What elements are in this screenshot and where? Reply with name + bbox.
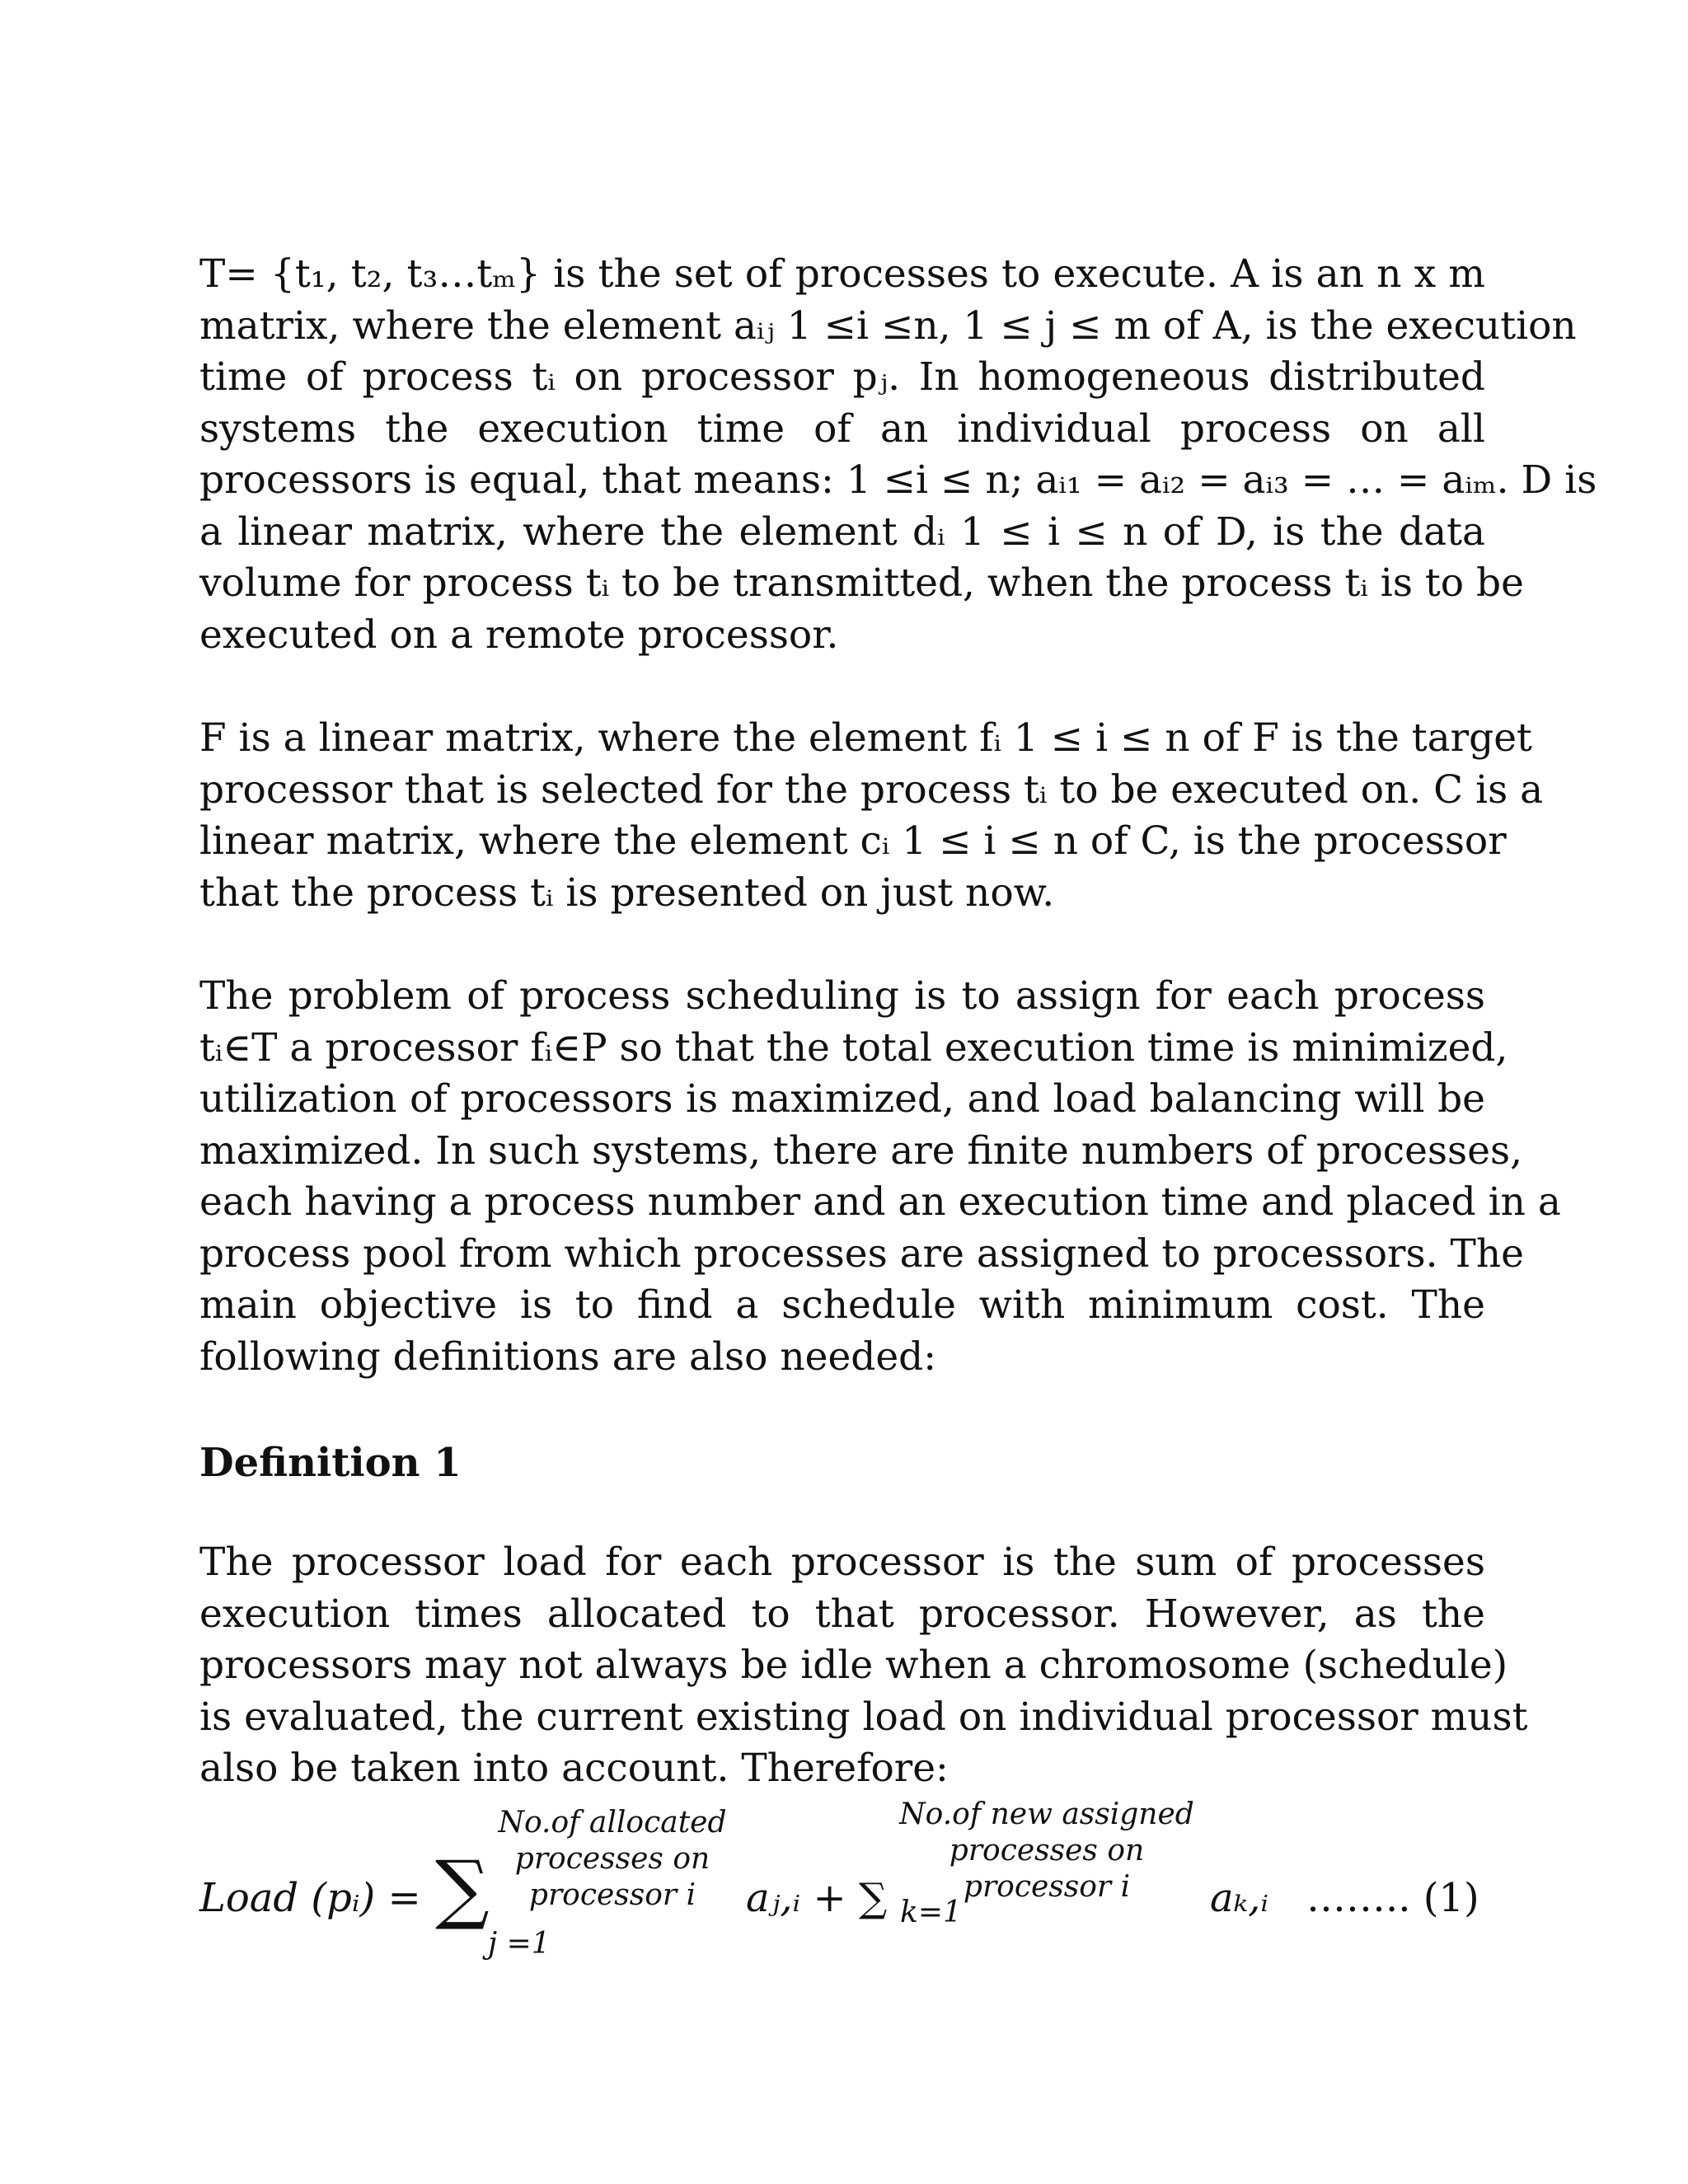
sum-index-j: j =1 <box>488 1927 551 1961</box>
new-assigned-processes-label <box>894 1797 1199 1905</box>
text-line: processors may not always be idle when a chromosome (schedule) <box>199 1643 1508 1688</box>
sum-symbol-1: ∑ <box>435 1844 490 1933</box>
text-line: executed on a remote processor. <box>199 612 839 658</box>
text-line: processor that is selected for the process tᵢ to be executed on. C is a <box>199 766 1544 813</box>
label-line: No.of allocated <box>498 1806 727 1840</box>
label-line: processor i <box>963 1870 1131 1904</box>
text-line: F is a linear matrix, where the element fᵢ 1 ≤ i ≤ n of F is the target <box>199 715 1532 761</box>
label-line: processes on <box>514 1842 710 1876</box>
text-line: a linear matrix, where the element dᵢ 1 ≤ i ≤ n of D, is the data <box>199 509 1485 555</box>
text-line: utilization of processors is maximized, and load balancing will be <box>199 1076 1485 1122</box>
text-line: time of process tᵢ on processor pⱼ. In homogeneous distributed <box>199 354 1485 400</box>
label-line: No.of new assigned <box>899 1797 1194 1831</box>
equation-lhs: Load (pᵢ) = <box>199 1875 421 1921</box>
paragraph-3 <box>199 971 1561 1383</box>
text-line: process pool from which processes are assigned to processors. The <box>199 1230 1524 1277</box>
text-line: The processor load for each processor is the sum of processes <box>199 1540 1485 1585</box>
allocated-processes-label <box>493 1805 732 1914</box>
label-line: processes on <box>949 1834 1145 1868</box>
section-heading: Definition 1 <box>199 1440 462 1486</box>
sum-index-k: k=1 <box>900 1896 962 1929</box>
text-line: matrix, where the element aᵢⱼ 1 ≤i ≤n, 1 ≤ j ≤ m of A, is the execution <box>199 302 1577 349</box>
text-line: main objective is to find a schedule with minimum cost. The <box>199 1282 1485 1328</box>
text-line: T= {t₁, t₂, t₃…tₘ} is the set of processes to execute. A is an n x m <box>199 251 1485 297</box>
label-line: processor i <box>528 1878 696 1912</box>
text-line: volume for process tᵢ to be transmitted, when the process tᵢ is to be <box>199 560 1524 606</box>
equation-number: …….. (1) <box>1306 1875 1479 1921</box>
text-line: is evaluated, the current existing load on individual processor must <box>199 1694 1528 1740</box>
text-line: tᵢ∈T a processor fᵢ∈P so that the total execution time is minimized, <box>199 1024 1508 1071</box>
first-term: aⱼ,ᵢ + ∑ <box>746 1875 888 1921</box>
text-line: maximized. In such systems, there are finite numbers of processes, <box>199 1127 1523 1174</box>
text-line: processors is equal, that means: 1 ≤i ≤ n; aᵢ₁ = aᵢ₂ = aᵢ₃ = … = aᵢₘ. D is <box>199 457 1597 503</box>
paragraph-2 <box>199 713 1544 919</box>
text-line: each having a process number and an execution time and placed in a <box>199 1179 1561 1225</box>
paragraph-4 <box>199 1537 1528 1795</box>
text-line: that the process tᵢ is presented on just now. <box>199 869 1055 916</box>
text-line: The problem of process scheduling is to assign for each process <box>199 973 1485 1019</box>
text-line: systems the execution time of an individual process on all <box>199 405 1485 452</box>
second-term: aₖ,ᵢ <box>1210 1875 1269 1921</box>
text-line: following definitions are also needed: <box>199 1333 937 1380</box>
text-line: linear matrix, where the element cᵢ 1 ≤ i ≤ n of C, is the processor <box>199 818 1507 864</box>
text-line: also be taken into account. Therefore: <box>199 1746 949 1791</box>
paragraph-1 <box>199 249 1597 661</box>
text-line: execution times allocated to that processor. However, as the <box>199 1591 1485 1637</box>
